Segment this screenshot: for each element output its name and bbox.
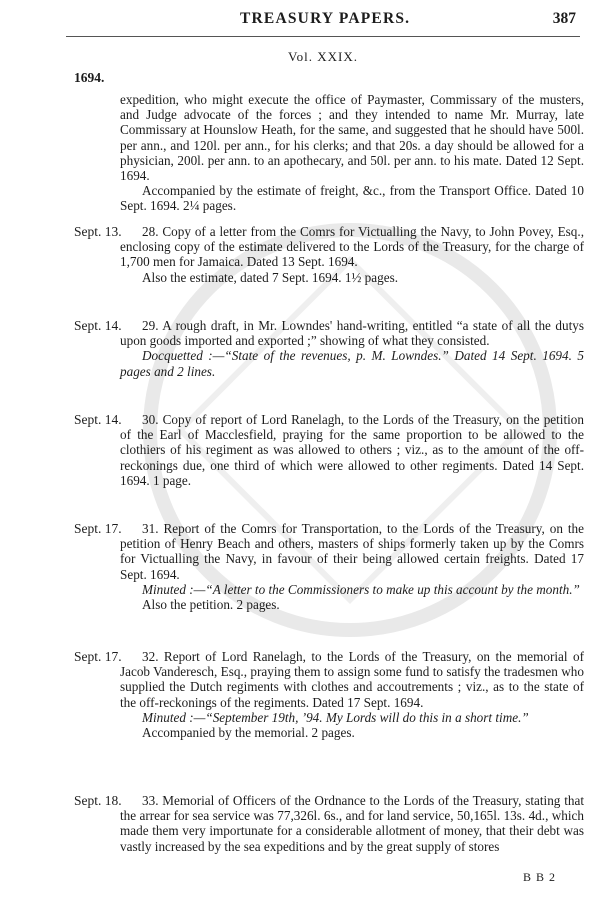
entry-paragraph: 31. Report of the Comrs for Transportation, to the Lords of the Treasury, on the petition of Henry Beach and others, masters of ships formerly taken up by the Comrs for Victualling the Navy, in favour of their being allowed certain freights. Dated 17 Sept. 1694. xyxy=(120,521,584,582)
entry-paragraph: 28. Copy of a letter from the Comrs for Victualling the Navy, to John Povey, Esq., enclosing copy of the estimate delivered to the Lords of the Treasury, for the charge of 1,700 men for Jamaica. Dated 13 Sept. 1694. xyxy=(120,224,584,270)
entry-body xyxy=(120,92,584,214)
entry-date: Sept. 14. xyxy=(74,412,122,427)
entry-body xyxy=(120,224,584,285)
running-title: TREASURY PAPERS. xyxy=(240,10,411,27)
entry-paragraph: Also the estimate, dated 7 Sept. 1694. 1½ pages. xyxy=(142,269,399,285)
page-number: 387 xyxy=(552,10,576,27)
entry-paragraph: Accompanied by the estimate of freight, &c., from the Transport Office. Dated 10 Sept. 1694. 2¼ pages. xyxy=(120,183,584,214)
entry-paragraph: Minuted :—“A letter to the Commissioners to make up this account by the month.” xyxy=(142,581,580,597)
entry-date: Sept. 17. xyxy=(74,649,122,664)
entry-body xyxy=(120,793,584,854)
entry-paragraph: 29. A rough draft, in Mr. Lowndes' hand-writing, entitled “a state of all the dutys upon goods imported and exported ;” showing of what they consisted. xyxy=(120,318,584,349)
entry-paragraph: Docquetted :—“State of the revenues, p. M. Lowndes.” Dated 14 Sept. 1694. 5 pages and 2 lines. xyxy=(120,348,584,379)
entry-paragraph: expedition, who might execute the office of Paymaster, Commissary of the musters, and Judge advocate of the forces ; and they intended to name Mr. Murray, late Commissary at Hounslow Heath, for the same, and suggested that he should have 500l. per ann., and 120l. per ann., for his clerks; and that 20s. a day should be allowed for a physician, 200l. per ann. to an apothecary, and 50l. per ann. to his mate. Dated 12 Sept. 1694. xyxy=(120,92,584,184)
header-rule xyxy=(66,36,580,37)
entry-date: Sept. 14. xyxy=(74,318,122,333)
entry-body xyxy=(120,521,584,612)
entry-paragraph: Minuted :—“September 19th, ’94. My Lords will do this in a short time.” xyxy=(142,709,529,725)
entry-body xyxy=(120,649,584,740)
entry-paragraph: Also the petition. 2 pages. xyxy=(142,597,280,613)
entry-date: Sept. 13. xyxy=(74,224,122,239)
entry-paragraph: 33. Memorial of Officers of the Ordnance to the Lords of the Treasury, stating that the arrear for sea service was 77,326l. 6s., and for land service, 50,165l. 13s. 4d., which made them very importunate for a considerable allotment of money, that their debt was vastly increased by the sea expeditions and by the great supply of stores xyxy=(120,793,584,854)
entry-paragraph: Accompanied by the memorial. 2 pages. xyxy=(142,725,355,741)
running-head xyxy=(0,10,606,34)
entry-paragraph: 32. Report of Lord Ranelagh, to the Lords of the Treasury, on the memorial of Jacob Vanderesch, Esq., praying them to assign some fund to satisfy the tradesmen who supplied the Dutch regiments with clothes and accoutrements ; viz., as to the state of the off-reckonings of the regiments. Dated 17 Sept. 1694. xyxy=(120,649,584,710)
volume-heading: Vol. XXIX. xyxy=(287,49,359,64)
entry-date: Sept. 18. xyxy=(74,793,122,808)
entry-paragraph: 30. Copy of report of Lord Ranelagh, to the Lords of the Treasury, on the petition of the Earl of Macclesfield, praying for the same proportion to be allowed to the clothiers of his regiment as was allowed to others ; viz., as to the amount of the off-reckonings due, one third of which were allowed to other regiments. Dated 14 Sept. 1694. 1 page. xyxy=(120,412,584,488)
margin-year: 1694. xyxy=(74,70,105,85)
signature-mark: B B 2 xyxy=(522,870,556,884)
entry-body xyxy=(120,412,584,488)
entry-body xyxy=(120,318,584,379)
entry-date: Sept. 17. xyxy=(74,521,122,536)
